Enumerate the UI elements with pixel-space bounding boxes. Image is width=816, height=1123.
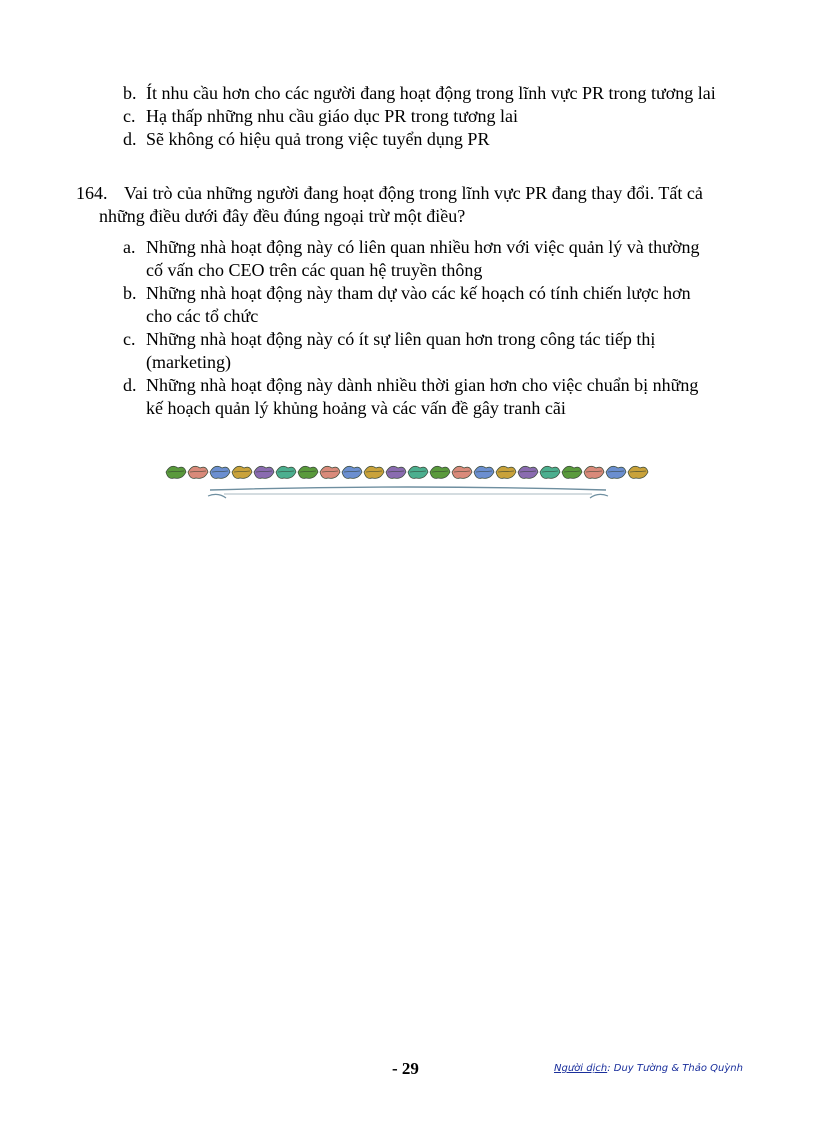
leaf-shape [276, 466, 296, 478]
translator-names: : Duy Tường & Thảo Quỳnh [607, 1063, 743, 1074]
leaf-shape [342, 466, 362, 478]
leaf-shape [232, 466, 252, 478]
option-text [146, 328, 655, 374]
option-line: cho các tổ chức [146, 306, 259, 326]
option-line: Những nhà hoạt động này có ít sự liên quan hơn trong công tác tiếp thị [146, 329, 656, 349]
option-letter: c. [123, 106, 136, 126]
leaf-shape [188, 466, 208, 478]
option-letter: b. [123, 283, 137, 303]
leaf-shape [452, 466, 472, 478]
question-text-line-2: những điều dưới đây đều đúng ngoại trừ một điều? [99, 206, 466, 226]
question-text-line-1: Vai trò của những người đang hoạt động trong lĩnh vực PR đang thay đổi. Tất cả [124, 183, 703, 203]
option-letter: b. [123, 83, 137, 103]
option-text [146, 374, 698, 420]
leaf-shape [628, 466, 648, 478]
leaf-shape [298, 466, 318, 478]
option-line: kế hoạch quản lý khủng hoảng và các vấn đề gây tranh cãi [146, 398, 566, 418]
translator-label: Người dịch [554, 1063, 608, 1074]
option-letter: c. [123, 329, 136, 349]
option-line: cố vấn cho CEO trên các quan hệ truyền thông [146, 260, 483, 280]
option-letter: a. [123, 237, 136, 257]
leaf-shape [540, 466, 560, 478]
leaf-shape [496, 466, 516, 478]
ornament-line [210, 487, 606, 490]
option-text: Hạ thấp những nhu cầu giáo dục PR trong tương lai [146, 106, 518, 126]
leaf-shape [584, 466, 604, 478]
leaf-shape [320, 466, 340, 478]
leaf-shape [210, 466, 230, 478]
leaf-shape [518, 466, 538, 478]
leaf-shape [562, 466, 582, 478]
option-line: Những nhà hoạt động này tham dự vào các kế hoạch có tính chiến lược hơn [146, 283, 691, 303]
option-text: Ít nhu cầu hơn cho các người đang hoạt động trong lĩnh vực PR trong tương lai [146, 83, 716, 103]
leaf-shape [254, 466, 274, 478]
leaf-shape [606, 466, 626, 478]
option-text [146, 236, 699, 282]
leaf-shape [166, 466, 186, 478]
option-line: (marketing) [146, 352, 231, 372]
leaf-shape [364, 466, 384, 478]
ornament-line [590, 494, 608, 498]
leaf-shape [430, 466, 450, 478]
question-number: 164. [76, 183, 108, 203]
option-line: Những nhà hoạt động này dành nhiều thời gian hơn cho việc chuẩn bị những [146, 375, 699, 395]
option-letter: d. [123, 129, 137, 149]
option-text [146, 282, 691, 328]
option-line: Những nhà hoạt động này có liên quan nhiều hơn với việc quản lý và thường [146, 237, 700, 257]
leaf-border-ornament [160, 460, 656, 502]
leaf-shape [474, 466, 494, 478]
translator-credit [554, 1057, 743, 1080]
page-number: - 29 [392, 1059, 419, 1078]
option-letter: d. [123, 375, 137, 395]
option-text: Sẽ không có hiệu quả trong việc tuyển dụng PR [146, 129, 490, 149]
leaf-shape [408, 466, 428, 478]
ornament-line [208, 494, 226, 498]
leaf-shape [386, 466, 406, 478]
leaf-row [166, 466, 648, 478]
